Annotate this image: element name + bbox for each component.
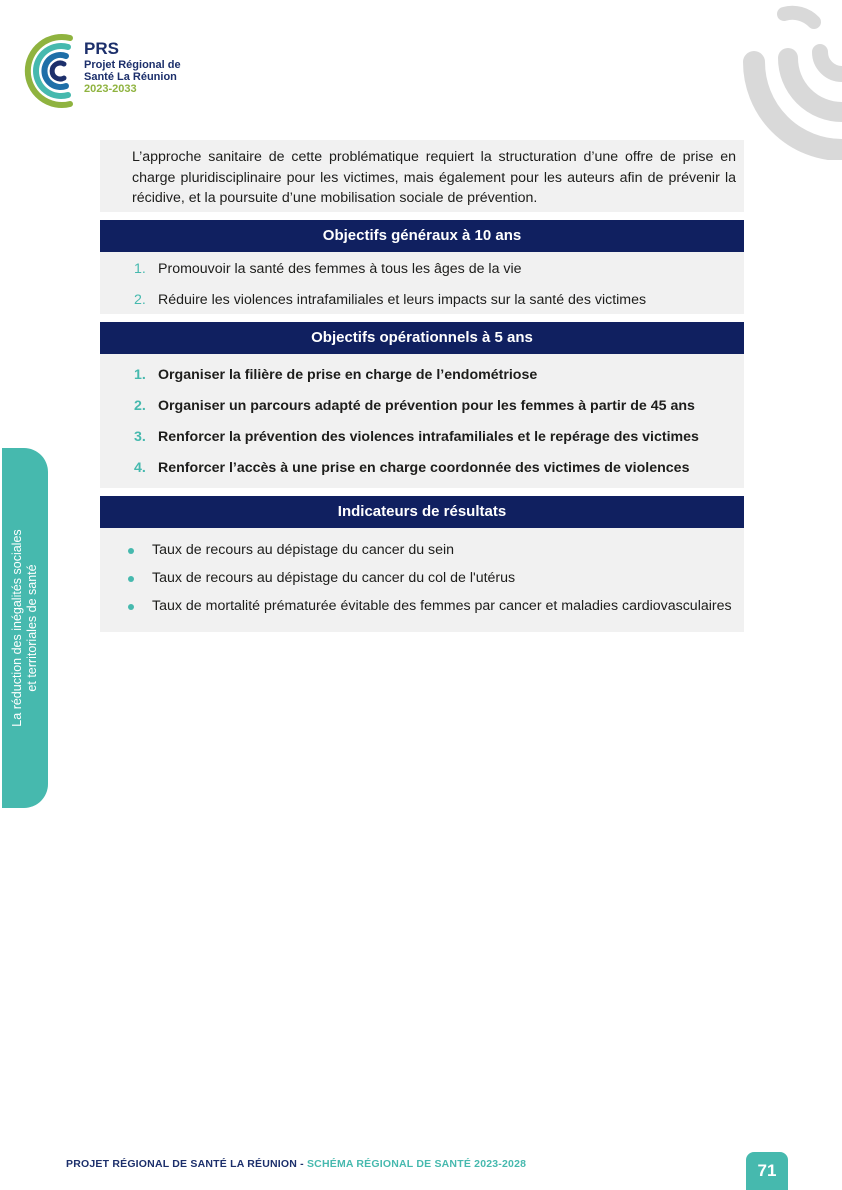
- list-item: [100, 285, 744, 316]
- bullet-icon: [128, 576, 134, 582]
- item-number: 4.: [134, 460, 146, 476]
- list-item: [100, 592, 744, 620]
- list-item: [100, 254, 744, 285]
- item-number: 2.: [134, 398, 146, 414]
- indicators-list: [100, 536, 744, 620]
- item-text: Taux de recours au dépistage du cancer du sein: [152, 542, 455, 558]
- item-number: 3.: [134, 429, 146, 445]
- logo-years: 2023-2033: [84, 82, 137, 95]
- intro-paragraph: L’approche sanitaire de cette problématique requiert la structuration d’une offre de prise en charge pluridisciplinaire pour les victimes, mais également pour les auteurs afin de prévenir la récidive, et la poursuite d’une mobilisation sociale de prévention.: [100, 140, 744, 212]
- general-objectives-panel: [100, 252, 744, 314]
- item-text: Réduire les violences intrafamiliales et leurs impacts sur la santé des victimes: [158, 292, 647, 308]
- item-text: Promouvoir la santé des femmes à tous les âges de la vie: [158, 261, 522, 277]
- footer-schema: SCHÉMA RÉGIONAL DE SANTÉ 2023-2028: [306, 1158, 527, 1170]
- item-number: 1.: [134, 261, 146, 277]
- item-text: Renforcer la prévention des violences intrafamiliales et le repérage des victimes: [158, 429, 699, 445]
- section-side-tab: [2, 448, 48, 808]
- footer-project: PROJET RÉGIONAL DE SANTÉ LA RÉUNION -: [66, 1158, 307, 1170]
- item-text: Organiser la filière de prise en charge de l’endométriose: [158, 367, 538, 383]
- indicators-panel: [100, 528, 744, 632]
- item-text: Organiser un parcours adapté de prévention pour les femmes à partir de 45 ans: [158, 398, 695, 414]
- list-item: [100, 564, 744, 592]
- list-item: [100, 360, 744, 391]
- item-text: Renforcer l’accès à une prise en charge coordonnée des victimes de violences: [158, 460, 690, 476]
- logo-acronym: PRS: [84, 39, 119, 58]
- general-objectives-header: Objectifs généraux à 10 ans: [100, 220, 744, 252]
- side-tab-line-2: et territoriales de santé: [25, 564, 39, 692]
- list-item: [100, 422, 744, 453]
- side-tab-text: [10, 448, 40, 808]
- operational-objectives-panel: [100, 354, 744, 488]
- bullet-icon: [128, 604, 134, 610]
- item-text: Taux de mortalité prématurée évitable des femmes par cancer et maladies cardiovasculaires: [152, 598, 732, 614]
- list-item: [100, 536, 744, 564]
- item-number: 2.: [134, 292, 146, 308]
- page-footer: [66, 1158, 526, 1170]
- logo-line-2: Santé La Réunion: [84, 70, 177, 83]
- prs-logo: [22, 30, 202, 112]
- bullet-icon: [128, 548, 134, 554]
- decorative-arcs-icon: [692, 0, 842, 160]
- item-number: 1.: [134, 367, 146, 383]
- list-item: [100, 453, 744, 484]
- prs-logo-icon: [22, 30, 82, 112]
- logo-line-1: Projet Régional de: [84, 58, 181, 71]
- side-tab-line-1: La réduction des inégalités sociales: [10, 529, 24, 727]
- list-item: [100, 391, 744, 422]
- indicators-header: Indicateurs de résultats: [100, 496, 744, 528]
- operational-objectives-list: [100, 360, 744, 484]
- page-number: 71: [746, 1152, 788, 1190]
- operational-objectives-header: Objectifs opérationnels à 5 ans: [100, 322, 744, 354]
- general-objectives-list: [100, 254, 744, 316]
- item-text: Taux de recours au dépistage du cancer du col de l'utérus: [152, 570, 516, 586]
